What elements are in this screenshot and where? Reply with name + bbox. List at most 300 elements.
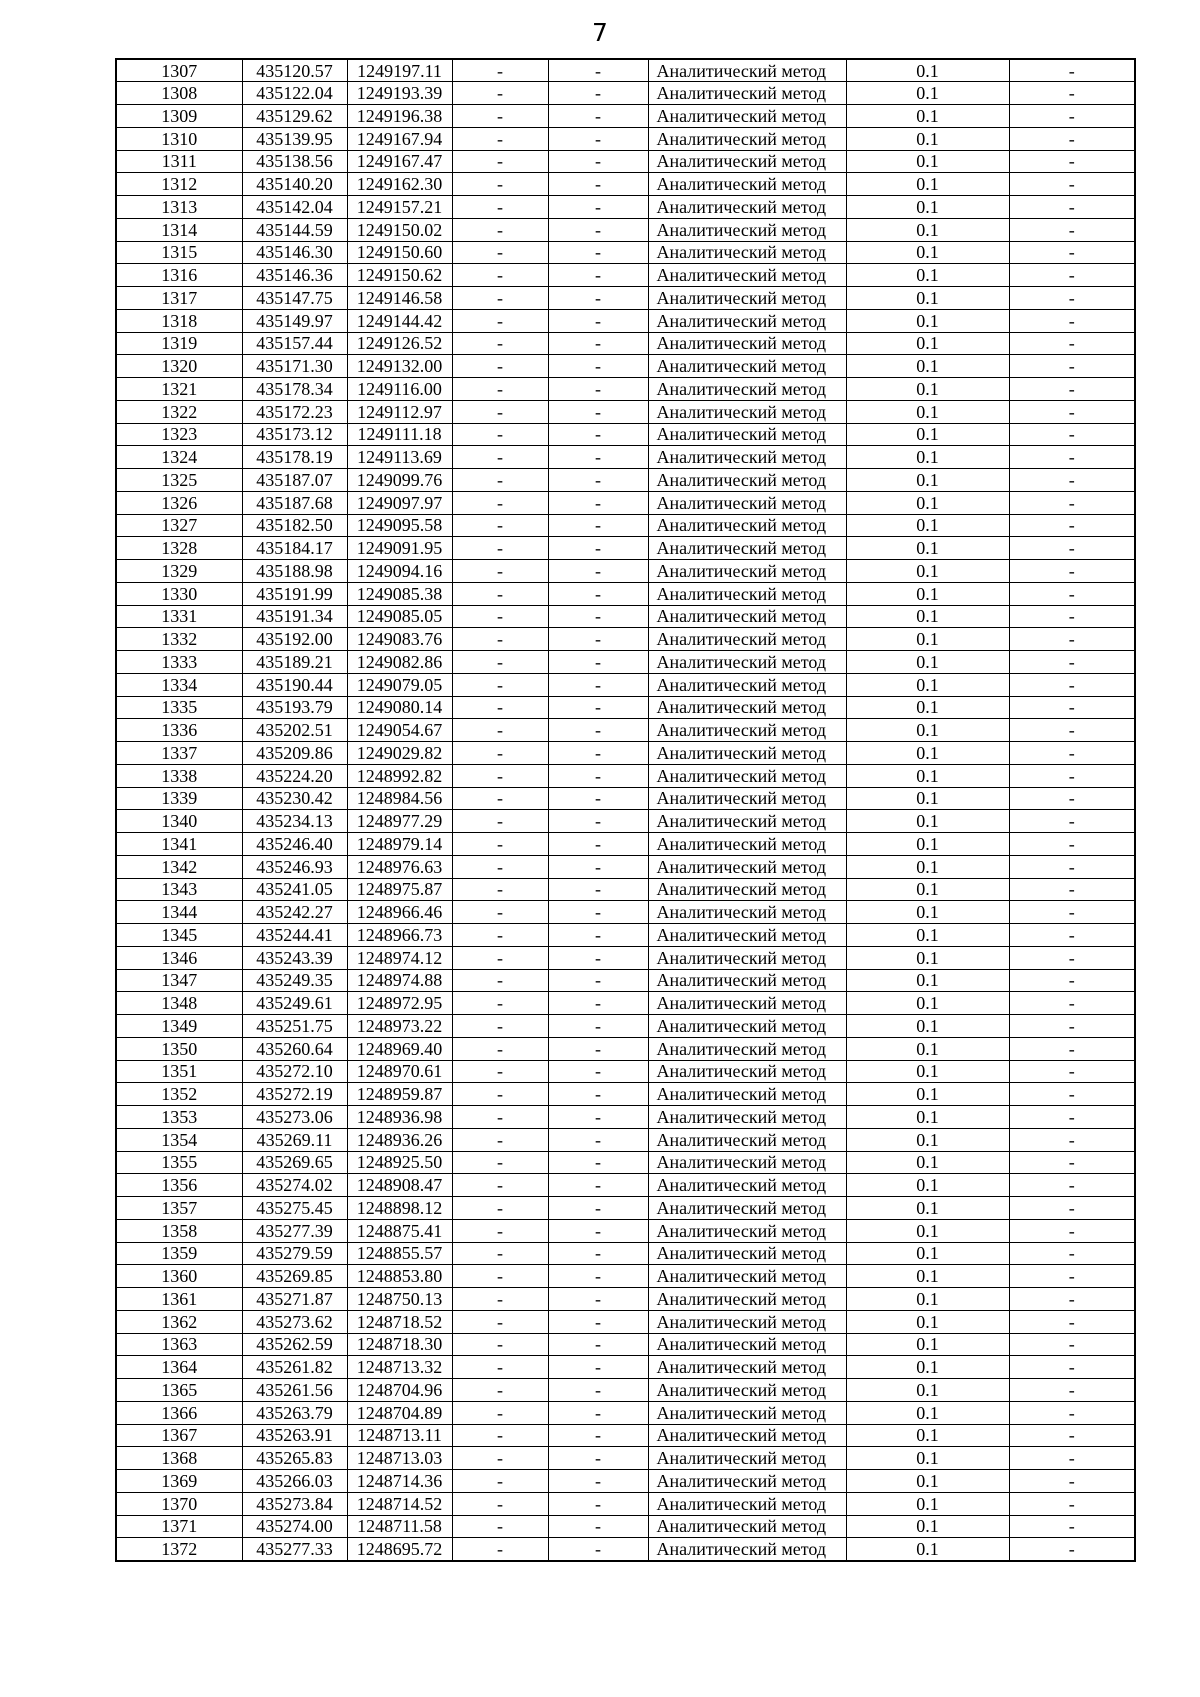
y-coordinate-cell: 1248714.52: [347, 1492, 452, 1515]
x-coordinate-cell: 435187.68: [242, 491, 347, 514]
point-number-cell: 1324: [116, 446, 242, 469]
col8-cell: -: [1009, 1015, 1135, 1038]
table-row: [116, 150, 1135, 173]
x-coordinate-cell: 435139.95: [242, 127, 347, 150]
x-coordinate-cell: 435146.30: [242, 241, 347, 264]
table-row: [116, 127, 1135, 150]
accuracy-cell: 0.1: [846, 810, 1009, 833]
y-coordinate-cell: 1248992.82: [347, 764, 452, 787]
y-coordinate-cell: 1248973.22: [347, 1015, 452, 1038]
y-coordinate-cell: 1249099.76: [347, 469, 452, 492]
y-coordinate-cell: 1249085.05: [347, 605, 452, 628]
table-row: [116, 241, 1135, 264]
col5-cell: -: [548, 400, 648, 423]
method-cell: Аналитический метод: [648, 1174, 846, 1197]
method-cell: Аналитический метод: [648, 1492, 846, 1515]
col8-cell: -: [1009, 1242, 1135, 1265]
table-row: [116, 605, 1135, 628]
x-coordinate-cell: 435269.11: [242, 1128, 347, 1151]
accuracy-cell: 0.1: [846, 1037, 1009, 1060]
col8-cell: -: [1009, 1470, 1135, 1493]
accuracy-cell: 0.1: [846, 446, 1009, 469]
y-coordinate-cell: 1249126.52: [347, 332, 452, 355]
col8-cell: -: [1009, 332, 1135, 355]
col8-cell: -: [1009, 696, 1135, 719]
point-number-cell: 1312: [116, 173, 242, 196]
col5-cell: -: [548, 1174, 648, 1197]
x-coordinate-cell: 435190.44: [242, 673, 347, 696]
point-number-cell: 1341: [116, 833, 242, 856]
col4-cell: -: [452, 651, 548, 674]
method-cell: Аналитический метод: [648, 560, 846, 583]
y-coordinate-cell: 1248713.11: [347, 1424, 452, 1447]
y-coordinate-cell: 1248959.87: [347, 1083, 452, 1106]
table-row: [116, 1401, 1135, 1424]
method-cell: Аналитический метод: [648, 969, 846, 992]
col4-cell: -: [452, 264, 548, 287]
x-coordinate-cell: 435187.07: [242, 469, 347, 492]
method-cell: Аналитический метод: [648, 924, 846, 947]
table-row: [116, 1106, 1135, 1129]
table-row: [116, 1470, 1135, 1493]
col5-cell: -: [548, 514, 648, 537]
y-coordinate-cell: 1249097.97: [347, 491, 452, 514]
col8-cell: -: [1009, 287, 1135, 310]
col5-cell: -: [548, 1265, 648, 1288]
x-coordinate-cell: 435261.82: [242, 1356, 347, 1379]
method-cell: Аналитический метод: [648, 1356, 846, 1379]
col8-cell: -: [1009, 742, 1135, 765]
method-cell: Аналитический метод: [648, 1219, 846, 1242]
col8-cell: -: [1009, 1333, 1135, 1356]
method-cell: Аналитический метод: [648, 1333, 846, 1356]
col4-cell: -: [452, 446, 548, 469]
table-row: [116, 378, 1135, 401]
method-cell: Аналитический метод: [648, 355, 846, 378]
col8-cell: -: [1009, 1492, 1135, 1515]
point-number-cell: 1335: [116, 696, 242, 719]
col4-cell: -: [452, 173, 548, 196]
method-cell: Аналитический метод: [648, 1310, 846, 1333]
col4-cell: -: [452, 1083, 548, 1106]
col8-cell: -: [1009, 514, 1135, 537]
col8-cell: -: [1009, 969, 1135, 992]
col8-cell: -: [1009, 946, 1135, 969]
col5-cell: -: [548, 423, 648, 446]
col4-cell: -: [452, 491, 548, 514]
table-row: [116, 560, 1135, 583]
col4-cell: -: [452, 1106, 548, 1129]
col5-cell: -: [548, 764, 648, 787]
y-coordinate-cell: 1249085.38: [347, 582, 452, 605]
accuracy-cell: 0.1: [846, 1106, 1009, 1129]
point-number-cell: 1356: [116, 1174, 242, 1197]
col5-cell: -: [548, 1379, 648, 1402]
method-cell: Аналитический метод: [648, 1470, 846, 1493]
col5-cell: -: [548, 1197, 648, 1220]
table-row: [116, 514, 1135, 537]
accuracy-cell: 0.1: [846, 264, 1009, 287]
col8-cell: -: [1009, 1197, 1135, 1220]
col8-cell: -: [1009, 833, 1135, 856]
accuracy-cell: 0.1: [846, 537, 1009, 560]
col8-cell: -: [1009, 855, 1135, 878]
col8-cell: -: [1009, 719, 1135, 742]
y-coordinate-cell: 1248704.89: [347, 1401, 452, 1424]
point-number-cell: 1330: [116, 582, 242, 605]
col8-cell: -: [1009, 1288, 1135, 1311]
y-coordinate-cell: 1248718.52: [347, 1310, 452, 1333]
col8-cell: -: [1009, 651, 1135, 674]
x-coordinate-cell: 435178.19: [242, 446, 347, 469]
point-number-cell: 1364: [116, 1356, 242, 1379]
table-row: [116, 969, 1135, 992]
point-number-cell: 1332: [116, 628, 242, 651]
point-number-cell: 1367: [116, 1424, 242, 1447]
accuracy-cell: 0.1: [846, 878, 1009, 901]
col4-cell: -: [452, 1470, 548, 1493]
y-coordinate-cell: 1249112.97: [347, 400, 452, 423]
y-coordinate-cell: 1249113.69: [347, 446, 452, 469]
col5-cell: -: [548, 218, 648, 241]
table-row: [116, 423, 1135, 446]
y-coordinate-cell: 1249132.00: [347, 355, 452, 378]
col5-cell: -: [548, 969, 648, 992]
accuracy-cell: 0.1: [846, 1242, 1009, 1265]
col5-cell: -: [548, 469, 648, 492]
accuracy-cell: 0.1: [846, 719, 1009, 742]
point-number-cell: 1326: [116, 491, 242, 514]
y-coordinate-cell: 1248853.80: [347, 1265, 452, 1288]
y-coordinate-cell: 1248975.87: [347, 878, 452, 901]
table-row: [116, 469, 1135, 492]
method-cell: Аналитический метод: [648, 787, 846, 810]
y-coordinate-cell: 1248974.88: [347, 969, 452, 992]
table-row: [116, 787, 1135, 810]
col8-cell: -: [1009, 1265, 1135, 1288]
table-row: [116, 1242, 1135, 1265]
table-row: [116, 82, 1135, 105]
col5-cell: -: [548, 1083, 648, 1106]
method-cell: Аналитический метод: [648, 719, 846, 742]
y-coordinate-cell: 1249095.58: [347, 514, 452, 537]
accuracy-cell: 0.1: [846, 241, 1009, 264]
point-number-cell: 1314: [116, 218, 242, 241]
col4-cell: -: [452, 1242, 548, 1265]
point-number-cell: 1331: [116, 605, 242, 628]
point-number-cell: 1318: [116, 309, 242, 332]
accuracy-cell: 0.1: [846, 946, 1009, 969]
x-coordinate-cell: 435122.04: [242, 82, 347, 105]
col4-cell: -: [452, 719, 548, 742]
y-coordinate-cell: 1249080.14: [347, 696, 452, 719]
method-cell: Аналитический метод: [648, 1379, 846, 1402]
accuracy-cell: 0.1: [846, 833, 1009, 856]
col4-cell: -: [452, 1401, 548, 1424]
col5-cell: -: [548, 105, 648, 128]
col4-cell: -: [452, 1151, 548, 1174]
point-number-cell: 1372: [116, 1538, 242, 1561]
method-cell: Аналитический метод: [648, 628, 846, 651]
x-coordinate-cell: 435243.39: [242, 946, 347, 969]
y-coordinate-cell: 1248977.29: [347, 810, 452, 833]
point-number-cell: 1347: [116, 969, 242, 992]
x-coordinate-cell: 435173.12: [242, 423, 347, 446]
y-coordinate-cell: 1248855.57: [347, 1242, 452, 1265]
y-coordinate-cell: 1248936.26: [347, 1128, 452, 1151]
method-cell: Аналитический метод: [648, 742, 846, 765]
x-coordinate-cell: 435171.30: [242, 355, 347, 378]
point-number-cell: 1368: [116, 1447, 242, 1470]
accuracy-cell: 0.1: [846, 491, 1009, 514]
y-coordinate-cell: 1249079.05: [347, 673, 452, 696]
col4-cell: -: [452, 878, 548, 901]
x-coordinate-cell: 435193.79: [242, 696, 347, 719]
y-coordinate-cell: 1249150.60: [347, 241, 452, 264]
method-cell: Аналитический метод: [648, 173, 846, 196]
point-number-cell: 1320: [116, 355, 242, 378]
y-coordinate-cell: 1248972.95: [347, 992, 452, 1015]
col5-cell: -: [548, 378, 648, 401]
col8-cell: -: [1009, 82, 1135, 105]
y-coordinate-cell: 1248875.41: [347, 1219, 452, 1242]
x-coordinate-cell: 435234.13: [242, 810, 347, 833]
y-coordinate-cell: 1249144.42: [347, 309, 452, 332]
col8-cell: -: [1009, 105, 1135, 128]
method-cell: Аналитический метод: [648, 264, 846, 287]
col5-cell: -: [548, 241, 648, 264]
y-coordinate-cell: 1249157.21: [347, 196, 452, 219]
coordinates-table: [115, 58, 1136, 1562]
method-cell: Аналитический метод: [648, 1538, 846, 1561]
col8-cell: -: [1009, 1538, 1135, 1561]
col5-cell: -: [548, 992, 648, 1015]
col8-cell: -: [1009, 1424, 1135, 1447]
col4-cell: -: [452, 105, 548, 128]
table-row: [116, 332, 1135, 355]
col8-cell: -: [1009, 491, 1135, 514]
table-row: [116, 1288, 1135, 1311]
col8-cell: -: [1009, 446, 1135, 469]
accuracy-cell: 0.1: [846, 1470, 1009, 1493]
col5-cell: -: [548, 1401, 648, 1424]
col8-cell: -: [1009, 469, 1135, 492]
col4-cell: -: [452, 696, 548, 719]
x-coordinate-cell: 435129.62: [242, 105, 347, 128]
y-coordinate-cell: 1249094.16: [347, 560, 452, 583]
table-row: [116, 742, 1135, 765]
col4-cell: -: [452, 1174, 548, 1197]
point-number-cell: 1350: [116, 1037, 242, 1060]
col4-cell: -: [452, 924, 548, 947]
col4-cell: -: [452, 59, 548, 82]
col4-cell: -: [452, 628, 548, 651]
col4-cell: -: [452, 309, 548, 332]
col8-cell: -: [1009, 1174, 1135, 1197]
col4-cell: -: [452, 82, 548, 105]
y-coordinate-cell: 1248908.47: [347, 1174, 452, 1197]
x-coordinate-cell: 435272.10: [242, 1060, 347, 1083]
y-coordinate-cell: 1249150.02: [347, 218, 452, 241]
point-number-cell: 1351: [116, 1060, 242, 1083]
col5-cell: -: [548, 582, 648, 605]
col5-cell: -: [548, 82, 648, 105]
col5-cell: -: [548, 878, 648, 901]
accuracy-cell: 0.1: [846, 59, 1009, 82]
x-coordinate-cell: 435184.17: [242, 537, 347, 560]
x-coordinate-cell: 435224.20: [242, 764, 347, 787]
method-cell: Аналитический метод: [648, 218, 846, 241]
x-coordinate-cell: 435140.20: [242, 173, 347, 196]
col8-cell: -: [1009, 264, 1135, 287]
table-row: [116, 59, 1135, 82]
accuracy-cell: 0.1: [846, 1015, 1009, 1038]
point-number-cell: 1369: [116, 1470, 242, 1493]
point-number-cell: 1353: [116, 1106, 242, 1129]
table-row: [116, 446, 1135, 469]
accuracy-cell: 0.1: [846, 514, 1009, 537]
method-cell: Аналитический метод: [648, 673, 846, 696]
accuracy-cell: 0.1: [846, 582, 1009, 605]
col8-cell: -: [1009, 309, 1135, 332]
point-number-cell: 1348: [116, 992, 242, 1015]
col8-cell: -: [1009, 992, 1135, 1015]
x-coordinate-cell: 435274.02: [242, 1174, 347, 1197]
point-number-cell: 1325: [116, 469, 242, 492]
method-cell: Аналитический метод: [648, 878, 846, 901]
x-coordinate-cell: 435269.65: [242, 1151, 347, 1174]
col4-cell: -: [452, 400, 548, 423]
accuracy-cell: 0.1: [846, 1288, 1009, 1311]
accuracy-cell: 0.1: [846, 1197, 1009, 1220]
col4-cell: -: [452, 1197, 548, 1220]
accuracy-cell: 0.1: [846, 400, 1009, 423]
col5-cell: -: [548, 1015, 648, 1038]
x-coordinate-cell: 435246.93: [242, 855, 347, 878]
col4-cell: -: [452, 855, 548, 878]
x-coordinate-cell: 435274.00: [242, 1515, 347, 1538]
col5-cell: -: [548, 605, 648, 628]
point-number-cell: 1357: [116, 1197, 242, 1220]
col4-cell: -: [452, 1128, 548, 1151]
accuracy-cell: 0.1: [846, 218, 1009, 241]
point-number-cell: 1370: [116, 1492, 242, 1515]
col8-cell: -: [1009, 582, 1135, 605]
col4-cell: -: [452, 787, 548, 810]
method-cell: Аналитический метод: [648, 1083, 846, 1106]
method-cell: Аналитический метод: [648, 446, 846, 469]
table-row: [116, 1083, 1135, 1106]
col4-cell: -: [452, 1424, 548, 1447]
col4-cell: -: [452, 1379, 548, 1402]
table-row: [116, 1492, 1135, 1515]
col5-cell: -: [548, 1310, 648, 1333]
y-coordinate-cell: 1249162.30: [347, 173, 452, 196]
col5-cell: -: [548, 1219, 648, 1242]
y-coordinate-cell: 1248925.50: [347, 1151, 452, 1174]
accuracy-cell: 0.1: [846, 378, 1009, 401]
table-row: [116, 628, 1135, 651]
accuracy-cell: 0.1: [846, 1492, 1009, 1515]
col4-cell: -: [452, 560, 548, 583]
x-coordinate-cell: 435273.62: [242, 1310, 347, 1333]
y-coordinate-cell: 1248713.32: [347, 1356, 452, 1379]
col8-cell: -: [1009, 1219, 1135, 1242]
table-row: [116, 1515, 1135, 1538]
method-cell: Аналитический метод: [648, 651, 846, 674]
col4-cell: -: [452, 287, 548, 310]
col8-cell: -: [1009, 378, 1135, 401]
y-coordinate-cell: 1248711.58: [347, 1515, 452, 1538]
point-number-cell: 1310: [116, 127, 242, 150]
col5-cell: -: [548, 1447, 648, 1470]
col8-cell: -: [1009, 1401, 1135, 1424]
col5-cell: -: [548, 1037, 648, 1060]
y-coordinate-cell: 1248970.61: [347, 1060, 452, 1083]
table-row: [116, 218, 1135, 241]
table-row: [116, 878, 1135, 901]
col4-cell: -: [452, 1492, 548, 1515]
x-coordinate-cell: 435172.23: [242, 400, 347, 423]
col4-cell: -: [452, 582, 548, 605]
x-coordinate-cell: 435202.51: [242, 719, 347, 742]
method-cell: Аналитический метод: [648, 696, 846, 719]
method-cell: Аналитический метод: [648, 309, 846, 332]
col4-cell: -: [452, 1447, 548, 1470]
col4-cell: -: [452, 1219, 548, 1242]
table-row: [116, 810, 1135, 833]
col4-cell: -: [452, 673, 548, 696]
col8-cell: -: [1009, 400, 1135, 423]
accuracy-cell: 0.1: [846, 423, 1009, 446]
x-coordinate-cell: 435275.45: [242, 1197, 347, 1220]
accuracy-cell: 0.1: [846, 1447, 1009, 1470]
table-row: [116, 1265, 1135, 1288]
col8-cell: -: [1009, 218, 1135, 241]
table-row: [116, 1060, 1135, 1083]
x-coordinate-cell: 435146.36: [242, 264, 347, 287]
col5-cell: -: [548, 264, 648, 287]
method-cell: Аналитический метод: [648, 1424, 846, 1447]
accuracy-cell: 0.1: [846, 309, 1009, 332]
col5-cell: -: [548, 1356, 648, 1379]
method-cell: Аналитический метод: [648, 241, 846, 264]
x-coordinate-cell: 435262.59: [242, 1333, 347, 1356]
col4-cell: -: [452, 605, 548, 628]
method-cell: Аналитический метод: [648, 400, 846, 423]
col5-cell: -: [548, 946, 648, 969]
col4-cell: -: [452, 218, 548, 241]
accuracy-cell: 0.1: [846, 1310, 1009, 1333]
table-row: [116, 1379, 1135, 1402]
col8-cell: -: [1009, 1310, 1135, 1333]
col8-cell: -: [1009, 1356, 1135, 1379]
y-coordinate-cell: 1249091.95: [347, 537, 452, 560]
x-coordinate-cell: 435271.87: [242, 1288, 347, 1311]
x-coordinate-cell: 435147.75: [242, 287, 347, 310]
accuracy-cell: 0.1: [846, 355, 1009, 378]
accuracy-cell: 0.1: [846, 1174, 1009, 1197]
accuracy-cell: 0.1: [846, 1265, 1009, 1288]
col5-cell: -: [548, 901, 648, 924]
col5-cell: -: [548, 1492, 648, 1515]
y-coordinate-cell: 1248718.30: [347, 1333, 452, 1356]
col8-cell: -: [1009, 1151, 1135, 1174]
method-cell: Аналитический метод: [648, 332, 846, 355]
accuracy-cell: 0.1: [846, 742, 1009, 765]
col8-cell: -: [1009, 605, 1135, 628]
method-cell: Аналитический метод: [648, 764, 846, 787]
